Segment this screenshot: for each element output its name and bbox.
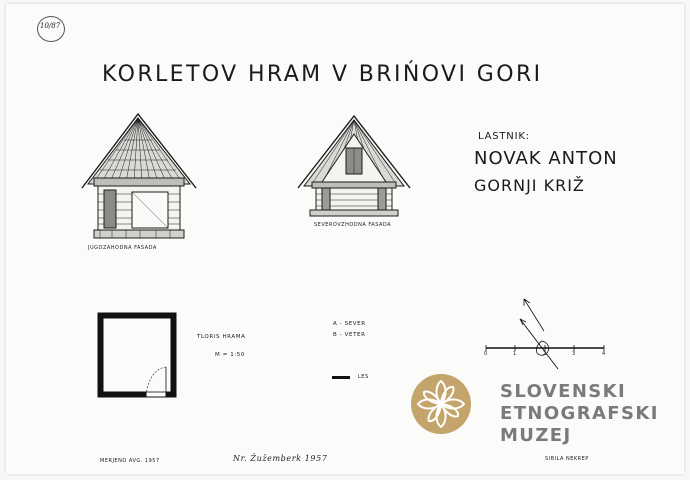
owner-name: NOVAK ANTON bbox=[474, 148, 618, 169]
southwest-facade-drawing bbox=[80, 110, 200, 245]
northeast-facade-label: SEVEROVZHODNA FASADA bbox=[314, 222, 392, 228]
scale-tick-1: 1 bbox=[513, 351, 517, 357]
page-title: KORLETOV HRAM V BRIŃOVI GORI bbox=[102, 62, 543, 87]
signature: Nr. Žužemberk 1957 bbox=[233, 454, 328, 463]
southwest-facade-label: JUGOZAHODNA FASADA bbox=[88, 245, 157, 251]
museum-logo-icon bbox=[410, 373, 472, 435]
wood-legend-swatch bbox=[332, 375, 356, 381]
museum-name-line-1: SLOVENSKI bbox=[500, 381, 627, 402]
legend-item-north: A - SEVER bbox=[333, 321, 366, 327]
owner-place: GORNJI KRIŽ bbox=[474, 176, 585, 195]
scale-tick-2: 2 bbox=[543, 351, 547, 357]
museum-name-line-2: ETNOGRAFSKI bbox=[500, 403, 659, 424]
northeast-facade-drawing bbox=[296, 112, 412, 224]
museum-watermark bbox=[410, 373, 659, 453]
museum-name bbox=[500, 381, 659, 447]
measured-credit: MERJENO AVG. 1957 bbox=[100, 458, 160, 464]
scale-tick-3: 3 bbox=[572, 351, 576, 357]
legend-item-wood: LES bbox=[358, 374, 369, 380]
scale-tick-4: 4 bbox=[602, 351, 606, 357]
legend-item-wind: B - VETER bbox=[333, 332, 366, 338]
scale-tick-0: 0 bbox=[484, 351, 488, 357]
floor-plan-drawing bbox=[96, 311, 180, 399]
orientation-scale-drawing bbox=[480, 295, 610, 375]
museum-name-line-3: MUZEJ bbox=[500, 425, 572, 446]
plan-scale: M = 1:50 bbox=[215, 352, 246, 358]
drawn-credit: SIBILA NEKREP bbox=[545, 456, 589, 462]
archive-number: 10/87 bbox=[40, 22, 61, 30]
owner-label: LASTNIK: bbox=[478, 131, 530, 142]
plan-label: TLORIS HRAMA bbox=[197, 334, 246, 340]
